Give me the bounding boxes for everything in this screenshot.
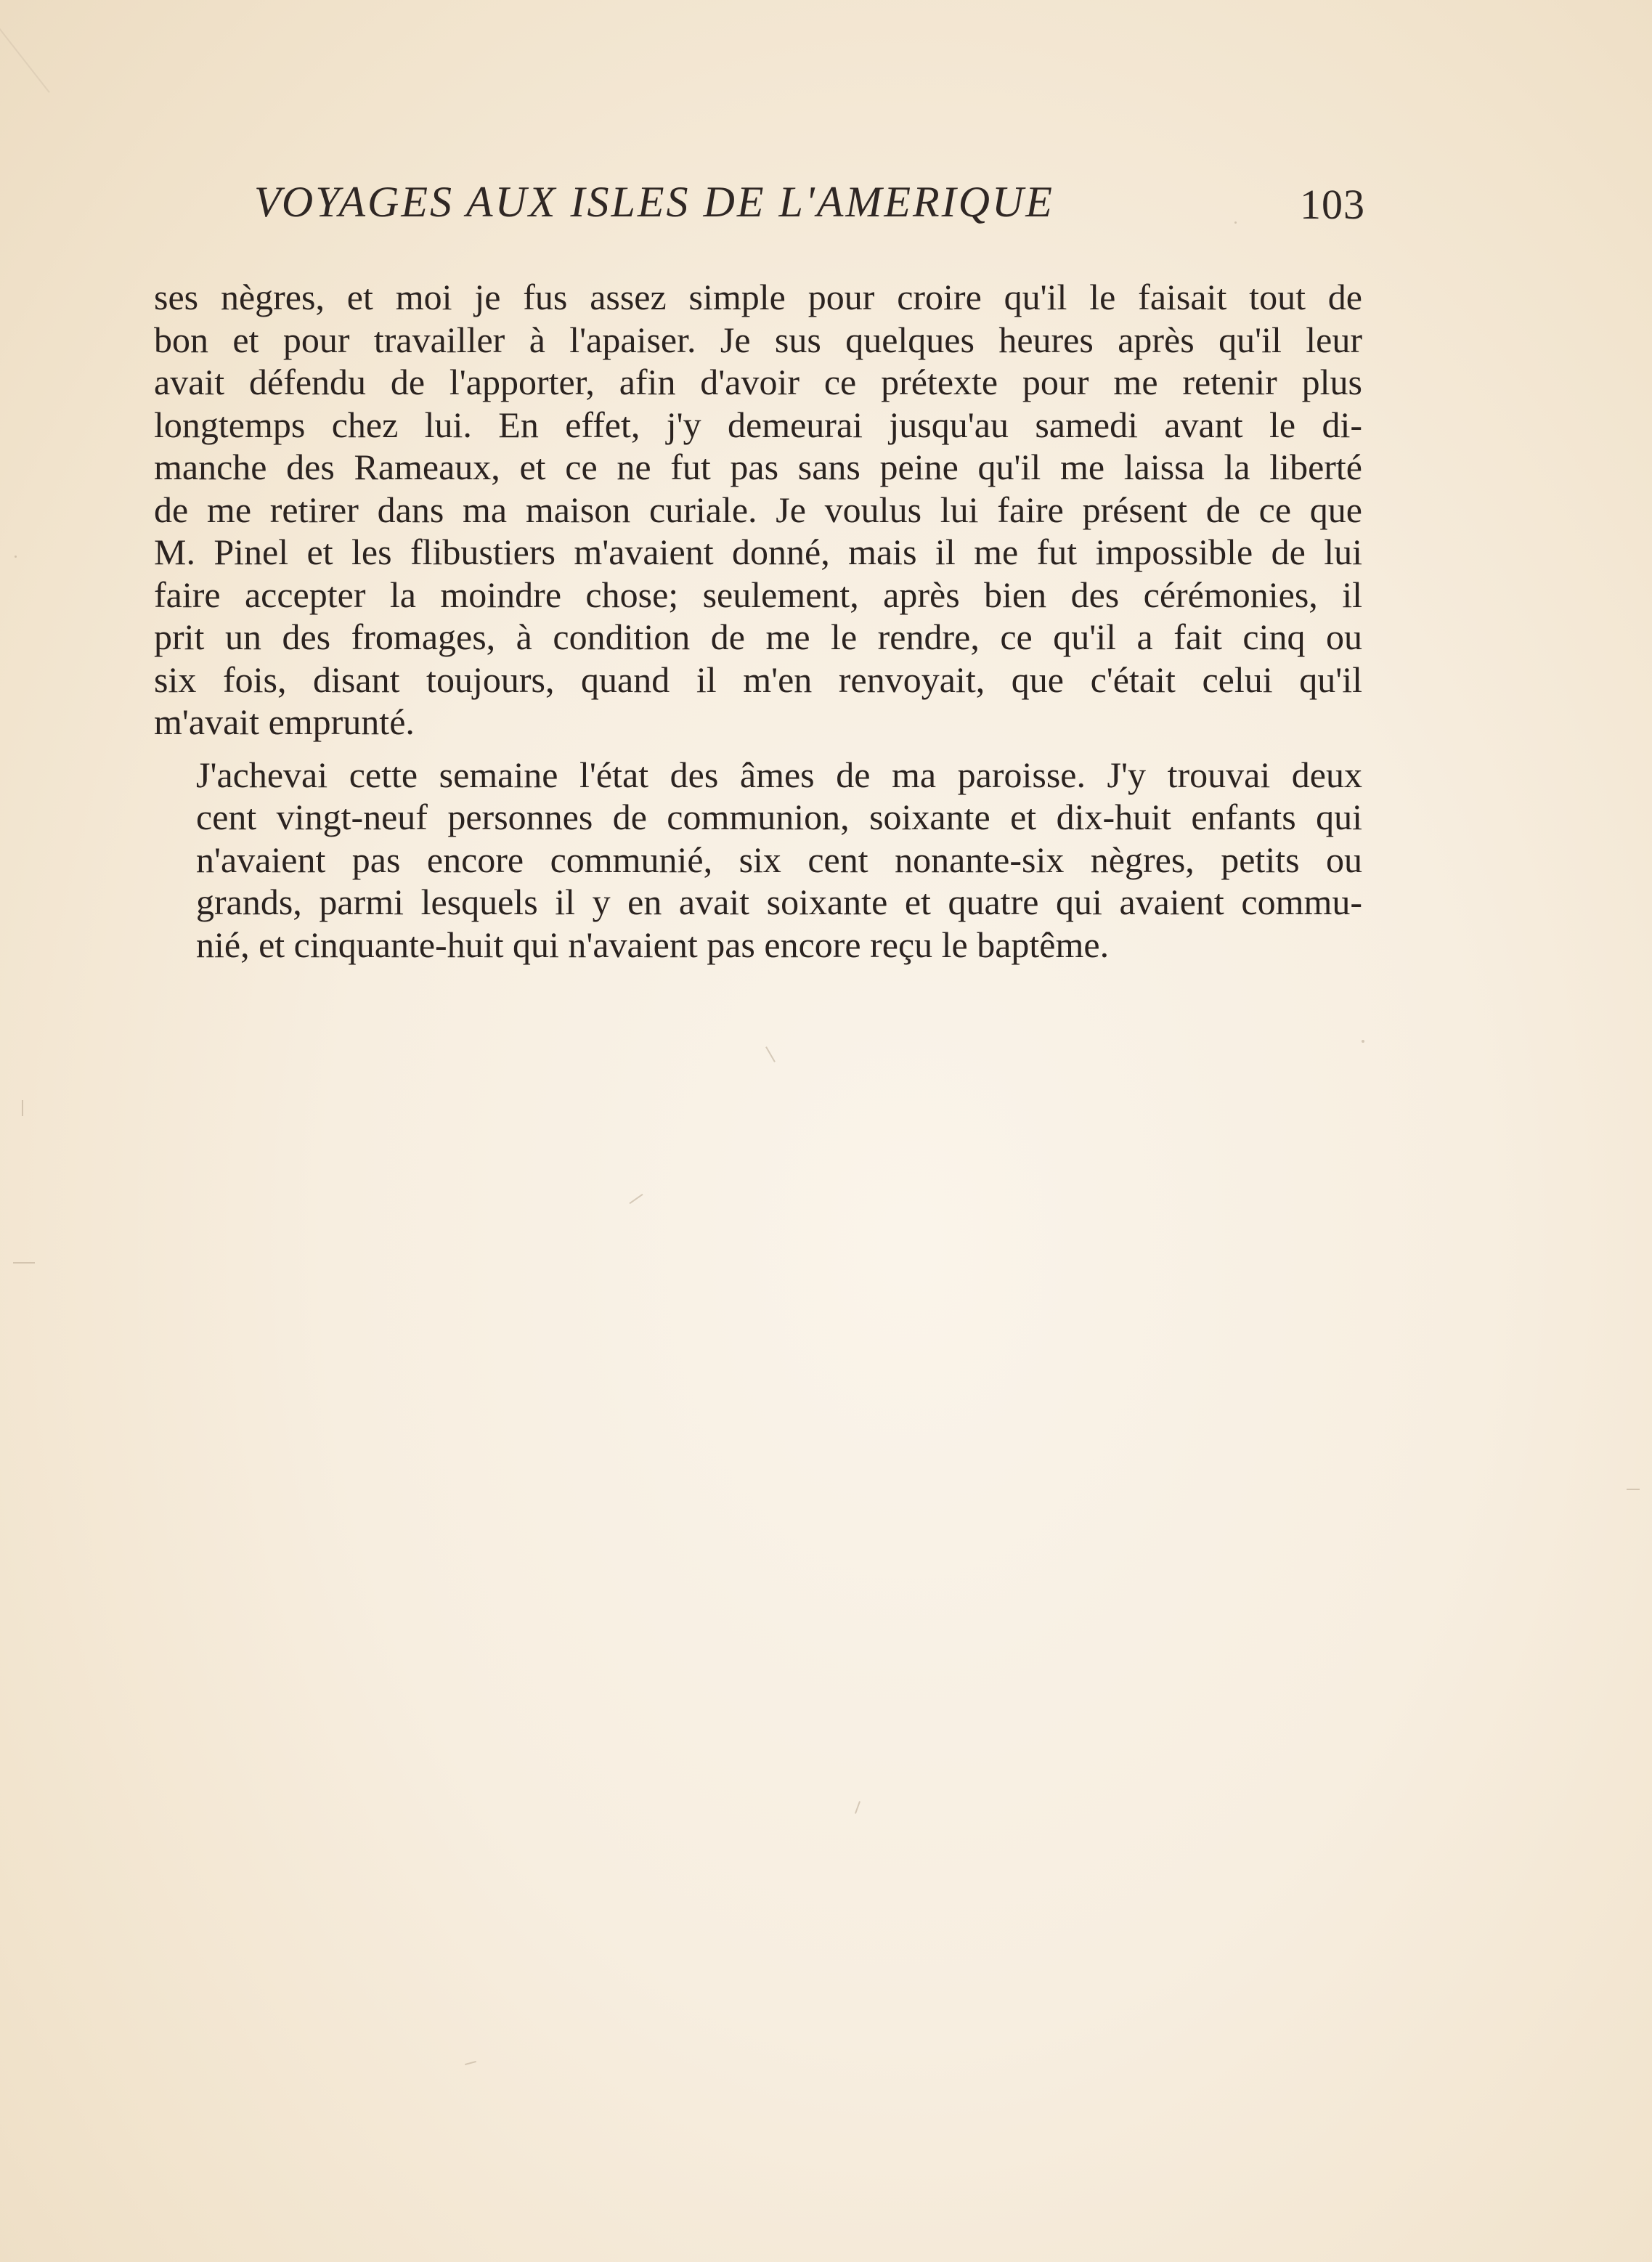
text-line: cent vingt-neuf personnes de communion, soixante et dix-huit enfants qui <box>196 797 1362 837</box>
text-line: faire accepter la moindre chose; seulement, après bien des cérémonies, il <box>154 574 1362 615</box>
paper-speck <box>629 1194 643 1204</box>
text-line: ses nègres, et moi je fus assez simple pour croire qu'il le faisait tout de <box>154 277 1362 317</box>
paper-speck <box>1362 1040 1364 1043</box>
text-line: manche des Rameaux, et ce ne fut pas sans peine qu'il me laissa la liberté <box>154 447 1362 487</box>
paper-speck <box>855 1801 860 1814</box>
paragraph-2 <box>154 754 1362 967</box>
paper-speck <box>0 23 50 93</box>
paper-speck <box>765 1046 776 1062</box>
page-header <box>254 164 1365 237</box>
text-line: n'avaient pas encore communié, six cent nonante-six nègres, petits ou <box>196 839 1362 880</box>
paper-speck <box>22 1100 23 1116</box>
paper-speck <box>15 556 17 558</box>
body-text <box>154 276 1362 966</box>
text-line: longtemps chez lui. En effet, j'y demeurai jusqu'au samedi avant le di- <box>154 404 1362 445</box>
paper-speck <box>1234 221 1237 224</box>
text-line: six fois, disant toujours, quand il m'en renvoyait, que c'était celui qu'il <box>154 659 1362 700</box>
text-line: avait défendu de l'apporter, afin d'avoir ce prétexte pour me retenir plus <box>154 362 1362 402</box>
text-line: de me retirer dans ma maison curiale. Je voulus lui faire présent de ce que <box>154 489 1362 530</box>
running-title: VOYAGES AUX ISLES DE L'AMERIQUE <box>254 178 1054 226</box>
text-line: M. Pinel et les flibustiers m'avaient donné, mais il me fut impossible de lui <box>154 532 1362 572</box>
text-line: prit un des fromages, à condition de me le rendre, ce qu'il a fait cinq ou <box>154 617 1362 657</box>
page-number: 103 <box>1300 181 1365 228</box>
text-line: bon et pour travailler à l'apaiser. Je sus quelques heures après qu'il leur <box>154 319 1362 360</box>
text-line: J'achevai cette semaine l'état des âmes de ma paroisse. J'y trouvai deux <box>196 754 1362 795</box>
paper-speck <box>13 1262 35 1264</box>
paper-speck <box>465 2061 476 2065</box>
paper-speck <box>1627 1489 1640 1490</box>
paragraph-1 <box>154 276 1362 744</box>
text-line: m'avait emprunté. <box>154 701 415 742</box>
text-line: nié, et cinquante-huit qui n'avaient pas encore reçu le baptême. <box>196 924 1110 965</box>
text-line: grands, parmi lesquels il y en avait soixante et quatre qui avaient commu- <box>196 882 1362 922</box>
